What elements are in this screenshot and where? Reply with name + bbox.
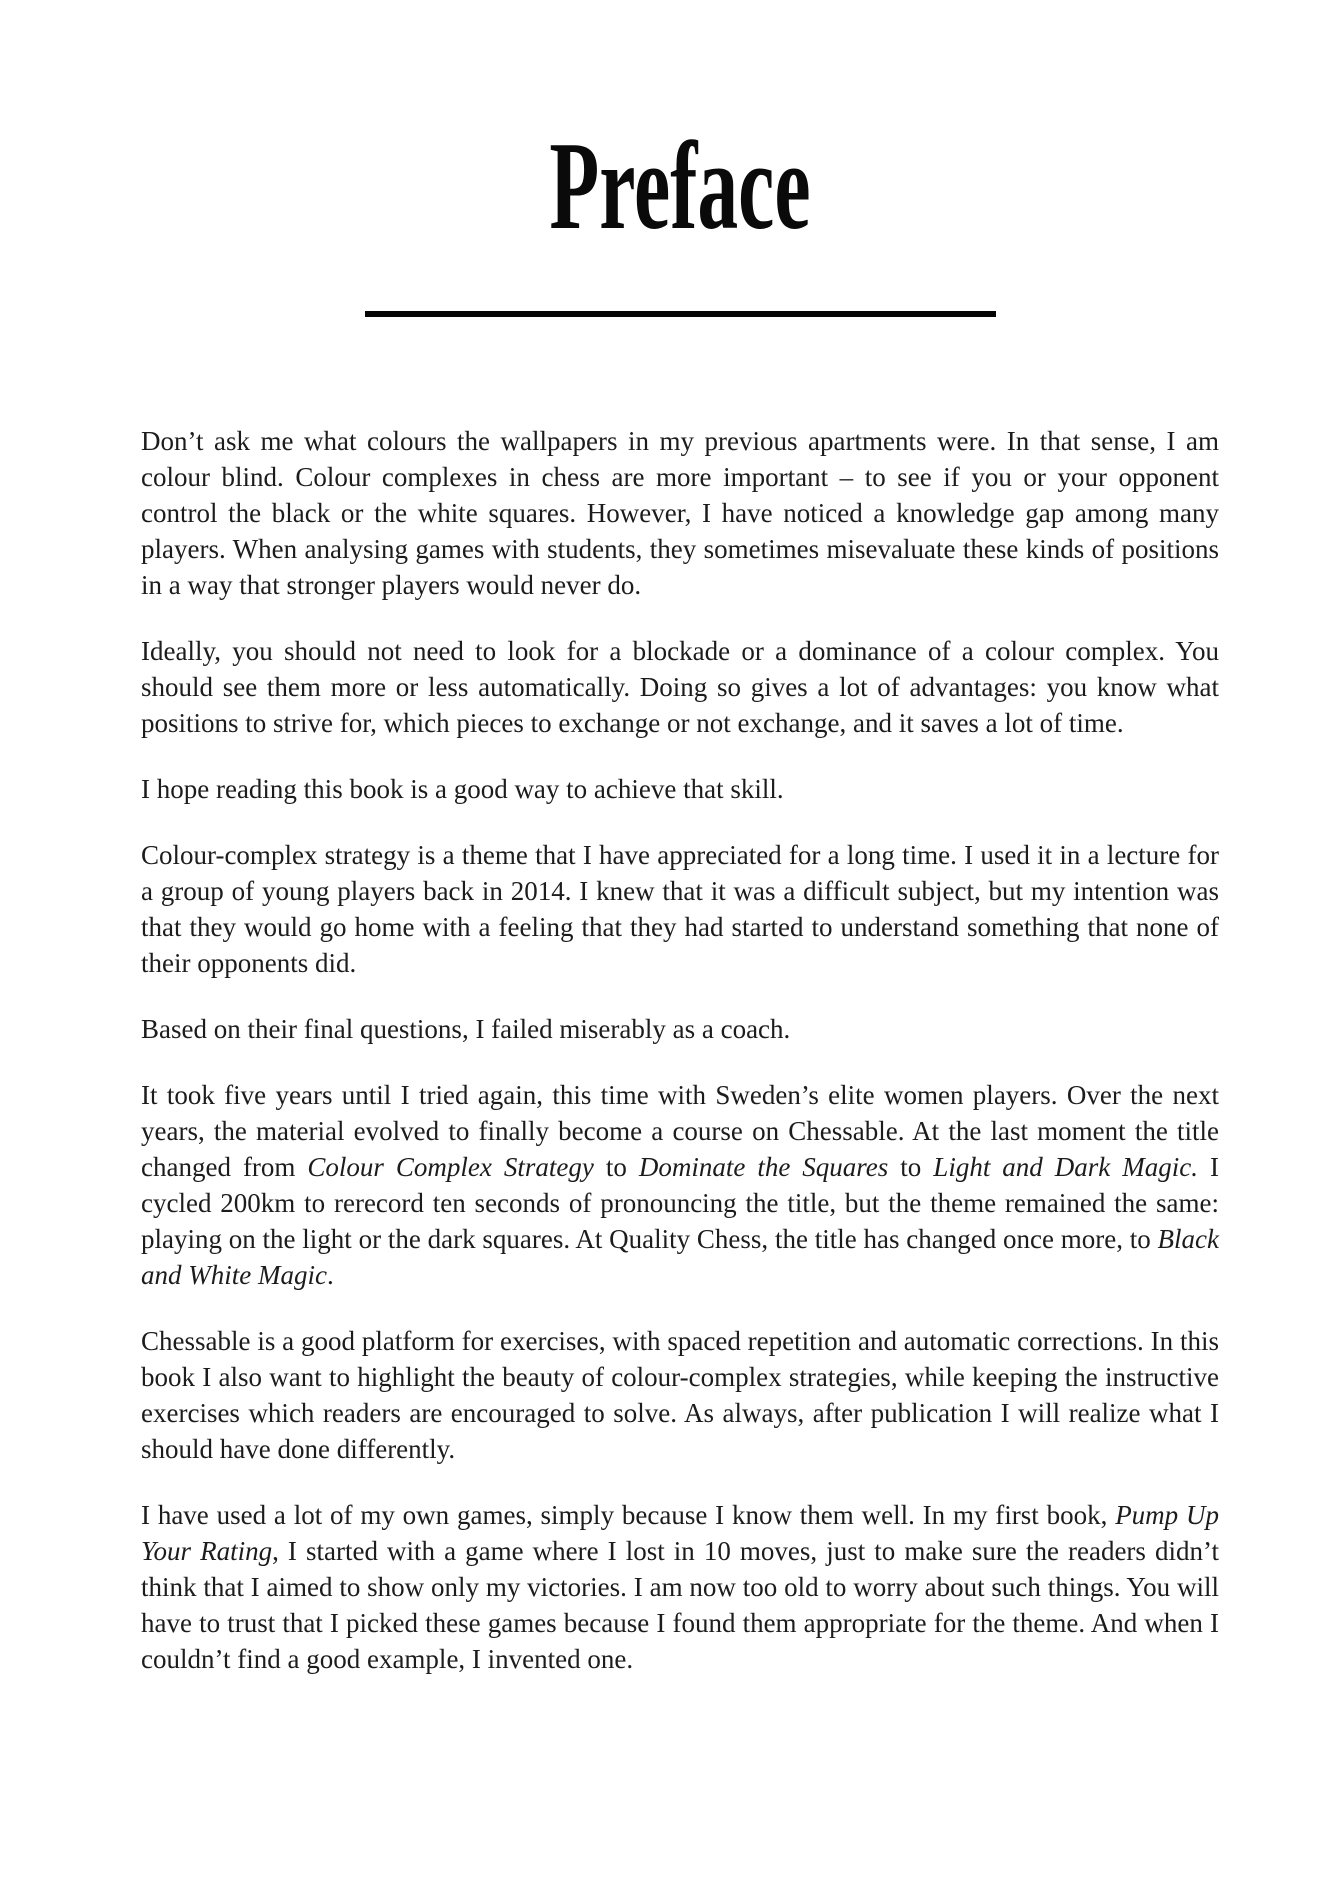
text-run: Ideally, you should not need to look for a blockade or a dominance of a colour complex. You should see them more or less automatically. Doing so gives a lot of advantages: you know what positions to strive for, which pieces to exchange or not exchange, and it saves a lot of time. — [141, 636, 1219, 738]
text-run: I hope reading this book is a good way to achieve that skill. — [141, 774, 784, 804]
text-run: It took five years until I tried again, this time with Sweden’s elite women players. Over the next years, the material evolved to finally become a course on Chessable. At the last moment the title changed from — [141, 1080, 1219, 1182]
paragraph — [141, 633, 1219, 741]
book-title-italic: Colour Complex Strategy — [307, 1152, 594, 1182]
paragraph — [141, 1497, 1219, 1677]
paragraph — [141, 837, 1219, 981]
paragraph — [141, 423, 1219, 603]
book-title-italic: Light and Dark Magic. — [933, 1152, 1198, 1182]
book-title-italic: Dominate the Squares — [638, 1152, 889, 1182]
book-title-italic: Pump Up Your Rating — [141, 1500, 1219, 1566]
content-column — [141, 0, 1219, 1707]
text-run: . — [326, 1260, 334, 1290]
text-run: to — [593, 1152, 639, 1182]
text-run: to — [888, 1152, 934, 1182]
text-run: I have used a lot of my own games, simply because I know them well. In my first book, — [141, 1500, 1116, 1530]
title-divider-rule — [365, 311, 996, 317]
paragraph — [141, 1077, 1219, 1293]
text-run: I cycled 200km to rerecord ten seconds of pronouncing the title, but the theme remained the same: playing on the light or the dark squares. At Quality Chess, the title has changed once more, to — [141, 1152, 1219, 1254]
preface-paragraphs — [141, 423, 1219, 1677]
text-run: Don’t ask me what colours the wallpapers in my previous apartments were. In that sense, I am colour blind. Colour complexes in chess are more important – to see if you or your opponent control the black or the white squares. However, I have noticed a knowledge gap among many players. When analysing games with students, they sometimes misevaluate these kinds of positions in a way that stronger players would never do. — [141, 426, 1219, 600]
text-run: Based on their final questions, I failed miserably as a coach. — [141, 1014, 791, 1044]
page-title: Preface — [549, 115, 811, 256]
paragraph — [141, 1323, 1219, 1467]
text-run: Colour-complex strategy is a theme that I have appreciated for a long time. I used it in a lecture for a group of young players back in 2014. I knew that it was a difficult subject, but my intention was that they would go home with a feeling that they had started to understand something that none of their opponents did. — [141, 840, 1219, 978]
paragraph — [141, 1011, 1219, 1047]
paragraph — [141, 771, 1219, 807]
book-title-italic: Black and White Magic — [141, 1224, 1219, 1290]
text-run: , I started with a game where I lost in 10 moves, just to make sure the readers didn’t think that I aimed to show only my victories. I am now too old to worry about such things. You will have to trust that I picked these games because I found them appropriate for the theme. And when I couldn’t find a good example, I invented one. — [141, 1536, 1219, 1674]
text-run: Chessable is a good platform for exercises, with spaced repetition and automatic corrections. In this book I also want to highlight the beauty of colour-complex strategies, while keeping the instructive exercises which readers are encouraged to solve. As always, after publication I will realize what I should have done differently. — [141, 1326, 1219, 1464]
